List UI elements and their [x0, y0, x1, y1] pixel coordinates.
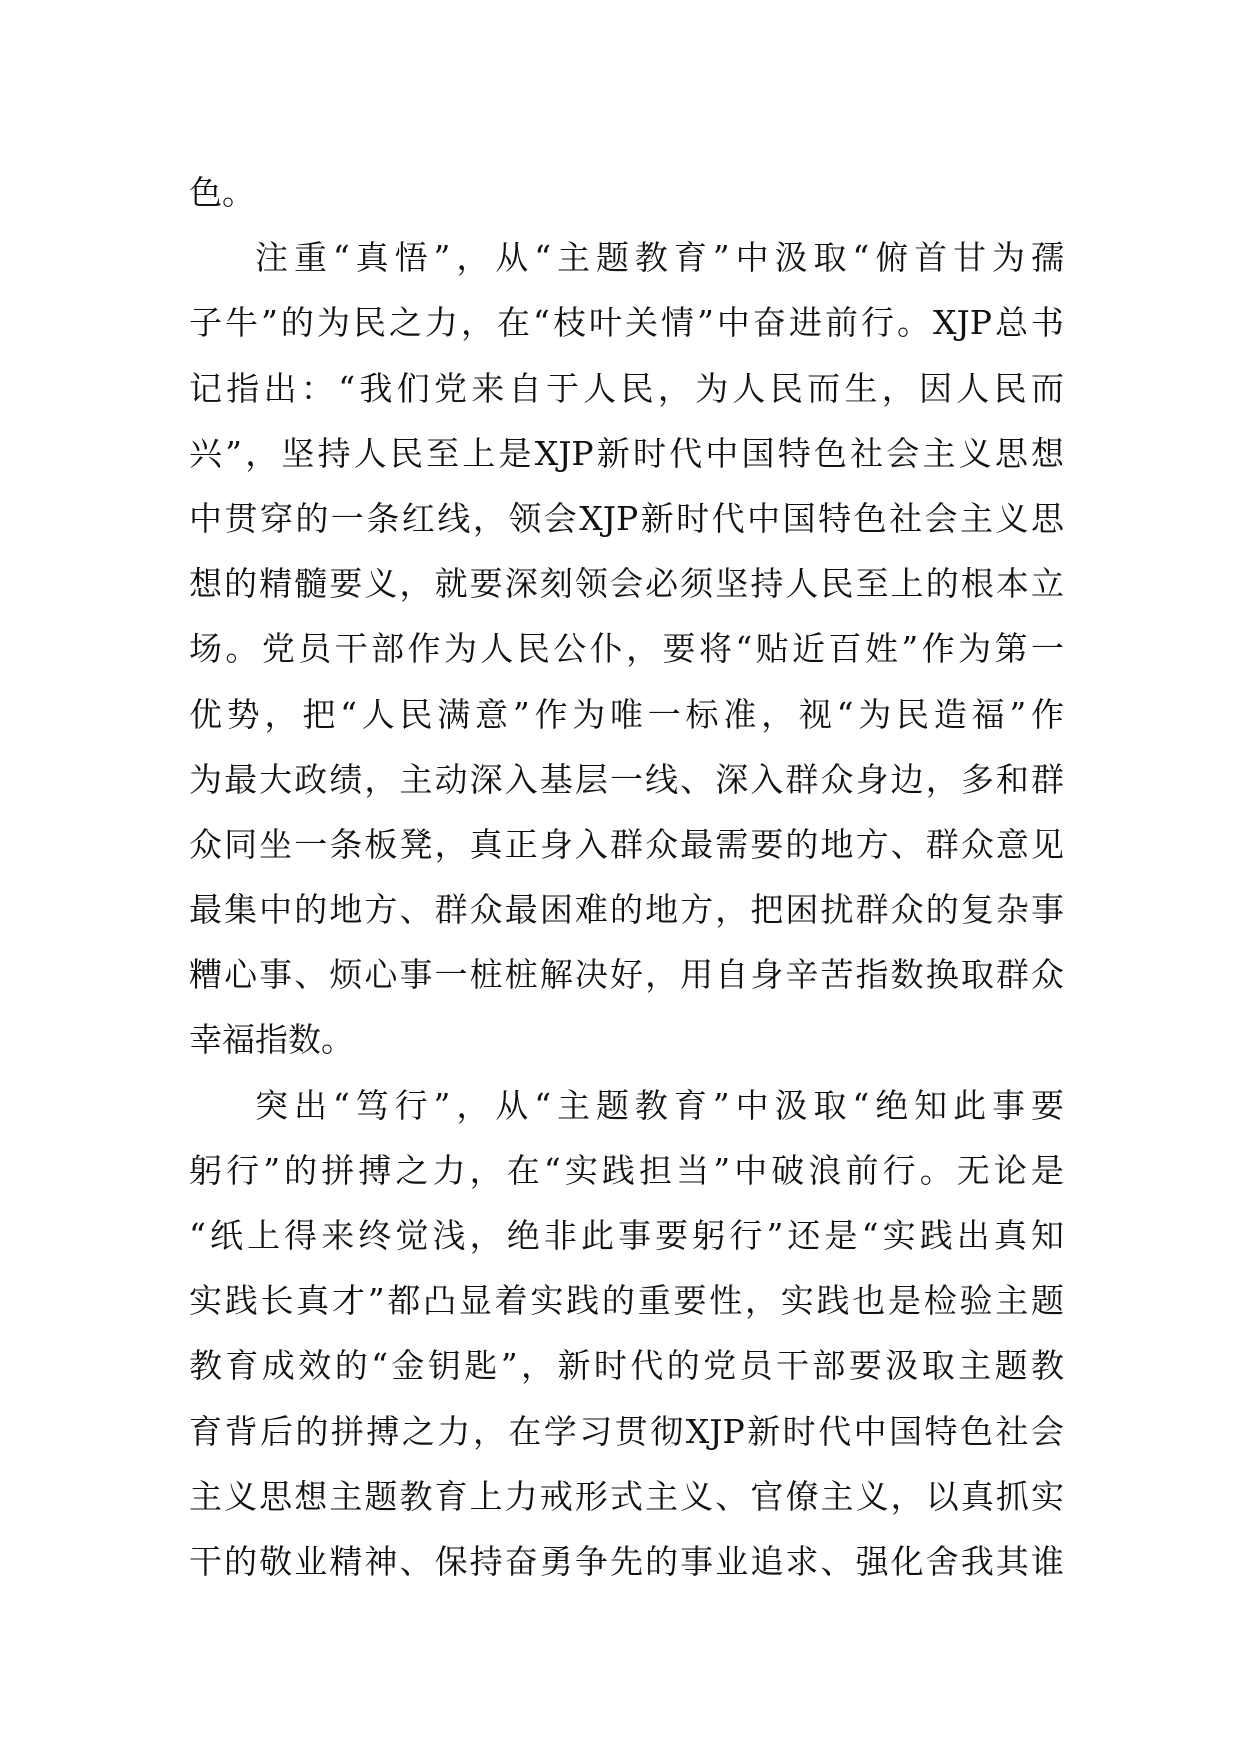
paragraph-line: 记指出：“我们党来自于人民，为人民而生，因人民而	[189, 368, 1064, 408]
paragraph-line: 干的敬业精神、保持奋勇争先的事业追求、强化舍我其谁	[189, 1541, 1064, 1581]
document-body	[189, 160, 1064, 1594]
paragraph-line: 躬行”的拼搏之力，在“实践担当”中破浪前行。无论是	[189, 1150, 1064, 1190]
paragraph-line: “纸上得来终觉浅，绝非此事要躬行”还是“实践出真知	[189, 1216, 1064, 1255]
paragraph-line: 想的精髓要义，就要深刻领会必须坚持人民至上的根本立	[189, 564, 1064, 604]
paragraph-line: 幸福指数。	[189, 1020, 354, 1060]
paragraph-line: 众同坐一条板凳，真正身入群众最需要的地方、群众意见	[189, 824, 1064, 864]
paragraph-line: 最集中的地方、群众最困难的地方，把困扰群众的复杂事	[189, 890, 1064, 930]
paragraph-line: 兴”，坚持人民至上是XJP新时代中国特色社会主义思想	[189, 433, 1064, 473]
paragraph-line: 突出“笃行”，从“主题教育”中汲取“绝知此事要	[255, 1085, 1064, 1125]
paragraph-line: 优势，把“人民满意”作为唯一标准，视“为民造福”作	[189, 694, 1064, 734]
paragraph-line: 子牛”的为民之力，在“枝叶关情”中奋进前行。XJP总书	[189, 303, 1064, 343]
paragraph-line: 中贯穿的一条红线，领会XJP新时代中国特色社会主义思	[189, 498, 1064, 538]
paragraph-line: 为最大政绩，主动深入基层一线、深入群众身边，多和群	[189, 759, 1064, 799]
paragraph-line: 主义思想主题教育上力戒形式主义、官僚主义，以真抓实	[189, 1476, 1064, 1516]
paragraph-line: 育背后的拼搏之力，在学习贯彻XJP新时代中国特色社会	[189, 1411, 1064, 1451]
paragraph-line: 注重“真悟”，从“主题教育”中汲取“俯首甘为孺	[255, 238, 1064, 278]
paragraph-line: 场。党员干部作为人民公仆，要将“贴近百姓”作为第一	[189, 629, 1064, 669]
paragraph-line: 实践长真才”都凸显着实践的重要性，实践也是检验主题	[189, 1281, 1064, 1321]
paragraph-line: 教育成效的“金钥匙”，新时代的党员干部要汲取主题教	[189, 1346, 1064, 1386]
paragraph-line: 糟心事、烦心事一桩桩解决好，用自身辛苦指数换取群众	[189, 955, 1064, 995]
paragraph-line: 色。	[189, 173, 255, 212]
